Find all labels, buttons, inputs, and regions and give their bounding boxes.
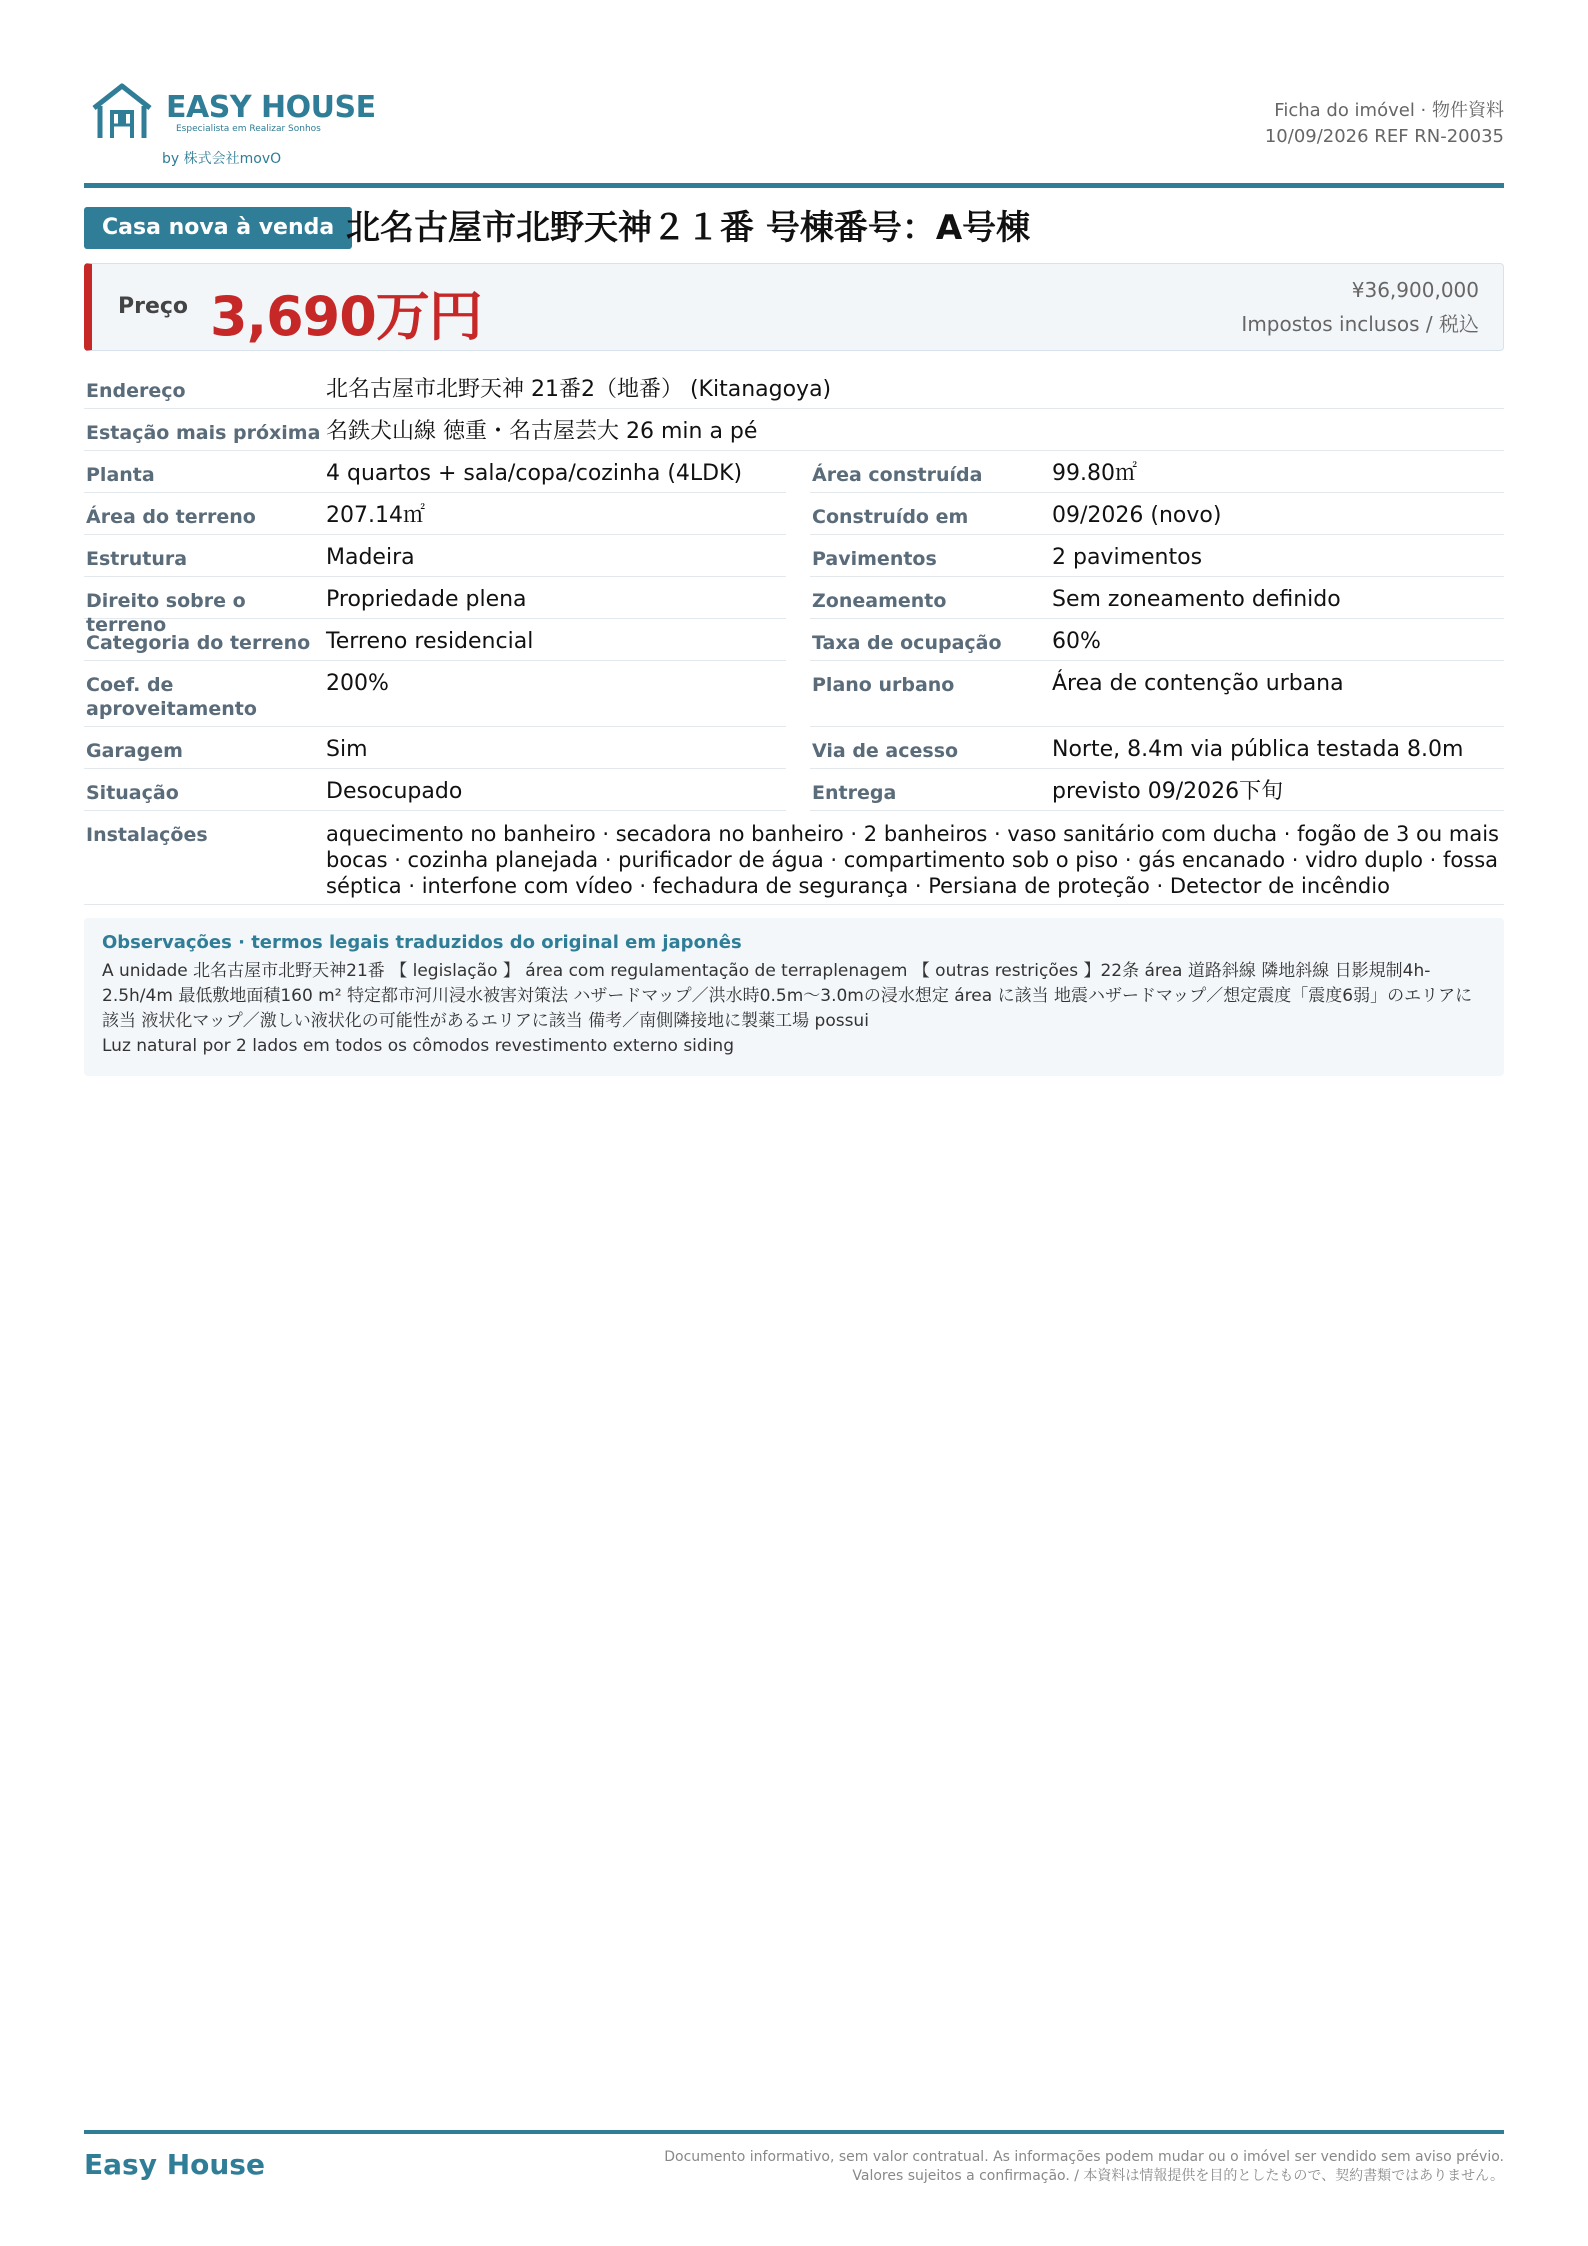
footer-rule: [84, 2130, 1504, 2134]
detail-label: Situação: [86, 782, 179, 804]
price-label: Preço: [118, 294, 189, 319]
detail-value: 60%: [1052, 629, 1101, 654]
detail-row: [84, 661, 1504, 727]
footer-disclaimer: Documento informativo, sem valor contratual. As informações podem mudar ou o imóvel ser vendido sem aviso prévio. Valores sujeitos a confirmação. / 本資料は情報提供を目的としたもので、契約書類ではありません。: [664, 2149, 1504, 2184]
detail-land-area: [84, 493, 786, 535]
detail-value: Sim: [326, 737, 368, 762]
detail-value: Desocupado: [326, 779, 463, 804]
detail-value: Madeira: [326, 545, 415, 570]
detail-label: Entrega: [812, 782, 897, 804]
company-logo: [90, 80, 410, 170]
detail-label: Coef. de aproveitamento: [86, 674, 257, 720]
observations-text-extra: Luz natural por 2 lados em todos os cômodos revestimento externo siding: [102, 1036, 734, 1056]
header-rule: [84, 183, 1504, 188]
detail-garage: [84, 727, 786, 769]
document-type: Ficha do imóvel · 物件資料: [1274, 100, 1504, 121]
detail-zoning: [810, 577, 1504, 619]
detail-label: Endereço: [86, 380, 186, 402]
detail-row: [84, 451, 1504, 493]
detail-value: 200%: [326, 671, 389, 696]
detail-label: Taxa de ocupação: [812, 632, 1002, 654]
detail-label: Área construída: [812, 464, 983, 486]
brand-tagline: Especialista em Realizar Sonhos: [176, 124, 321, 134]
detail-label: Via de acesso: [812, 740, 959, 762]
detail-row: [84, 769, 1504, 811]
detail-row: [84, 727, 1504, 769]
listing-type-badge: Casa nova à venda: [84, 207, 352, 249]
detail-land-right: [84, 577, 786, 636]
detail-row-station: [84, 409, 1504, 451]
detail-row: [84, 535, 1504, 577]
detail-value: 名鉄犬山線 徳重・名古屋芸大 26 min a pé: [326, 419, 758, 444]
detail-structure: [84, 535, 786, 577]
price-yen: ¥36,900,000: [1351, 278, 1479, 302]
observations-text: A unidade 北名古屋市北野天神21番 【 legislação 】 área com regulamentação de terraplenagem 【 outras restrições 】22条 área 道路斜線 隣地斜線 日影規制4h-2.5h/4m 最低敷地面積160 m² 特定都市河川浸水被害対策法 ハザードマップ／洪水時0.5m～3.0mの浸水想定 área に該当 地震ハザードマップ／想定震度「震度6弱」のエリアに該当 液状化マップ／激しい液状化の可能性があるエリアに該当 備考／南側隣接地に製薬工場 possui: [102, 961, 1473, 1031]
detail-urban-plan: [810, 661, 1504, 727]
detail-far: [84, 661, 786, 727]
detail-value: Propriedade plena: [326, 587, 527, 612]
observations-box: [84, 918, 1504, 1076]
detail-coverage: [810, 619, 1504, 661]
document-meta: [1265, 98, 1504, 150]
detail-value: Área de contenção urbana: [1052, 671, 1344, 696]
details-table: [84, 367, 1504, 905]
detail-built-area: [810, 451, 1504, 493]
detail-label: Garagem: [86, 740, 183, 762]
detail-label: Estação mais próxima: [86, 422, 321, 444]
footer-brand: Easy House: [84, 2148, 265, 2181]
detail-floors: [810, 535, 1504, 577]
detail-value: 北名古屋市北野天神 21番2（地番） (Kitanagoya): [326, 377, 832, 402]
detail-label: Estrutura: [86, 548, 188, 570]
house-logo-icon: [90, 82, 154, 142]
detail-row-address: [84, 367, 1504, 409]
detail-row: [84, 619, 1504, 661]
detail-value: 4 quartos + sala/copa/cozinha (4LDK): [326, 461, 743, 486]
property-sheet: [84, 0, 1504, 2246]
detail-label: Instalações: [86, 824, 208, 846]
detail-value: 09/2026 (novo): [1052, 503, 1222, 528]
detail-row: [84, 577, 1504, 636]
price-value: 3,690万円: [210, 285, 482, 348]
detail-label: Área do terreno: [86, 506, 256, 528]
detail-built-in: [810, 493, 1504, 535]
detail-label: Plano urbano: [812, 674, 955, 696]
detail-value: aquecimento no banheiro · secadora no banheiro · 2 banheiros · vaso sanitário com ducha · fogão de 3 ou mais bocas · cozinha planejada · purificador de água · compartimento sob o piso · gás encanado · vidro duplo · fossa séptica · interfone com vídeo · fechadura de segurança · Persiana de proteção · Detector de incêndio: [326, 822, 1499, 898]
detail-row: [84, 493, 1504, 535]
detail-label: Planta: [86, 464, 155, 486]
detail-value: Norte, 8.4m via pública testada 8.0m: [1052, 737, 1464, 762]
detail-label: Zoneamento: [812, 590, 947, 612]
detail-label: Categoria do terreno: [86, 632, 311, 654]
detail-value: 2 pavimentos: [1052, 545, 1203, 570]
detail-delivery: [810, 769, 1504, 811]
price-tax-note: Impostos inclusos / 税込: [1241, 312, 1479, 336]
detail-value: Sem zoneamento definido: [1052, 587, 1341, 612]
detail-access-road: [810, 727, 1504, 769]
detail-land-category: [84, 619, 786, 661]
property-title: 北名古屋市北野天神２１番 号棟番号：A号棟: [346, 208, 1031, 248]
document-date-ref: 10/09/2026 REF RN-20035: [1264, 126, 1504, 147]
detail-value: 207.14㎡: [326, 503, 425, 528]
price-box: [84, 263, 1504, 351]
detail-status: [84, 769, 786, 811]
detail-value: previsto 09/2026下旬: [1052, 779, 1284, 804]
brand-byline: by 株式会社movO: [162, 151, 282, 167]
detail-label: Construído em: [812, 506, 969, 528]
detail-value: 99.80㎡: [1052, 461, 1137, 486]
detail-row-facilities: [84, 811, 1504, 905]
brand-name: EASY HOUSE: [166, 90, 376, 125]
observations-title: Observações · termos legais traduzidos do original em japonês: [102, 932, 742, 953]
detail-label: Direito sobre o terreno: [86, 590, 246, 636]
detail-layout: [84, 451, 786, 493]
detail-value: Terreno residencial: [326, 629, 534, 654]
detail-label: Pavimentos: [812, 548, 937, 570]
